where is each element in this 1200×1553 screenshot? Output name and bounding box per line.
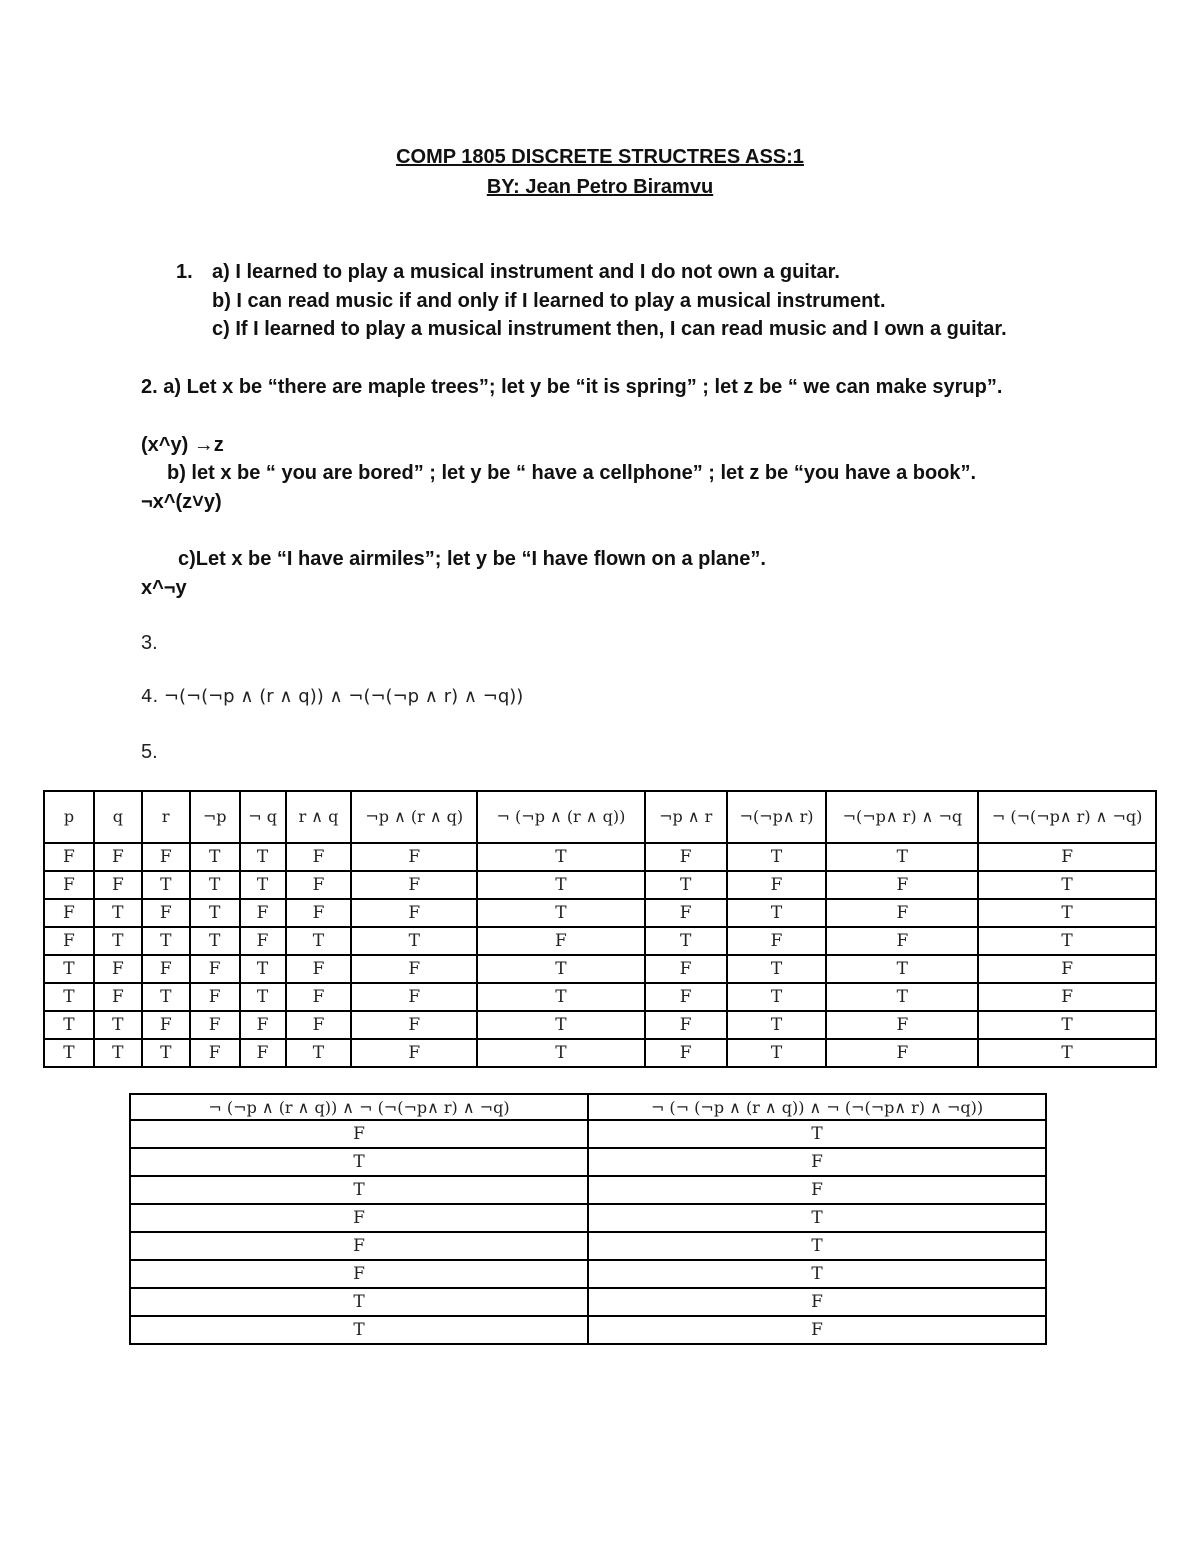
table-cell: T <box>978 899 1156 927</box>
table-cell: F <box>978 843 1156 871</box>
table-cell: T <box>477 899 645 927</box>
table-cell: T <box>645 927 727 955</box>
table-cell: F <box>588 1288 1046 1316</box>
table-cell: F <box>351 983 477 1011</box>
header-cell: ¬ q <box>240 791 286 843</box>
table-cell: F <box>142 843 190 871</box>
table-cell: F <box>94 983 142 1011</box>
table-cell: F <box>130 1232 588 1260</box>
table-row <box>44 955 1156 983</box>
table-cell: F <box>94 843 142 871</box>
table-cell: F <box>286 871 352 899</box>
table-cell: F <box>826 899 978 927</box>
table-cell: F <box>286 955 352 983</box>
table-cell: T <box>94 1039 142 1067</box>
table-cell: T <box>826 983 978 1011</box>
table-cell: T <box>190 899 240 927</box>
table-cell: F <box>826 1011 978 1039</box>
table-cell: F <box>190 1011 240 1039</box>
table-row <box>44 983 1156 1011</box>
q1-part-a: a) I learned to play a musical instrument and I do not own a guitar. <box>212 261 840 283</box>
table-cell: T <box>826 843 978 871</box>
table-cell: T <box>94 927 142 955</box>
table-cell: T <box>727 983 827 1011</box>
table-cell: T <box>142 871 190 899</box>
table-cell: F <box>477 927 645 955</box>
table-cell: F <box>351 1011 477 1039</box>
q2-part-a-expression: (x^y) →z <box>141 434 224 456</box>
table-cell: T <box>130 1316 588 1344</box>
table-cell: T <box>286 927 352 955</box>
table-cell: F <box>44 927 94 955</box>
table-cell: T <box>978 871 1156 899</box>
table-row <box>130 1316 1046 1344</box>
table-cell: F <box>645 1011 727 1039</box>
table-cell: T <box>978 1039 1156 1067</box>
table-cell: F <box>727 871 827 899</box>
table-cell: T <box>240 871 286 899</box>
table-cell: F <box>94 955 142 983</box>
table-cell: T <box>978 1011 1156 1039</box>
table-cell: T <box>477 1039 645 1067</box>
table-cell: F <box>286 983 352 1011</box>
table-row <box>130 1148 1046 1176</box>
header-cell: ¬ (¬p ∧ (r ∧ q)) <box>477 791 645 843</box>
table-cell: F <box>826 927 978 955</box>
table-row <box>130 1260 1046 1288</box>
table-cell: F <box>351 871 477 899</box>
table-cell: T <box>142 927 190 955</box>
table-cell: T <box>190 927 240 955</box>
q2-part-b-expression: ¬x^(z˅y) <box>141 491 222 513</box>
table-cell: T <box>588 1232 1046 1260</box>
table-cell: T <box>727 1039 827 1067</box>
table-cell: F <box>645 899 727 927</box>
table-cell: T <box>588 1204 1046 1232</box>
table-cell: F <box>645 1039 727 1067</box>
table-cell: F <box>240 1011 286 1039</box>
table-cell: F <box>142 899 190 927</box>
table-cell: T <box>44 955 94 983</box>
header-cell: ¬ (¬ (¬p ∧ (r ∧ q)) ∧ ¬ (¬(¬p∧ r) ∧ ¬q)) <box>588 1094 1046 1120</box>
table-row <box>44 871 1156 899</box>
table-cell: F <box>645 955 727 983</box>
table-cell: T <box>978 927 1156 955</box>
q2-part-c: c)Let x be “I have airmiles”; let y be “I have flown on a plane”. <box>178 548 766 570</box>
table-cell: F <box>94 871 142 899</box>
table-cell: F <box>826 1039 978 1067</box>
header-cell: q <box>94 791 142 843</box>
table-cell: F <box>44 843 94 871</box>
q2-part-b: b) let x be “ you are bored” ; let y be “ have a cellphone” ; let z be “you have a book”. <box>167 462 977 484</box>
table-row <box>130 1176 1046 1204</box>
table-row <box>130 1120 1046 1148</box>
q4-expression: 4. ¬(¬(¬p ∧ (r ∧ q)) ∧ ¬(¬(¬p ∧ r) ∧ ¬q)) <box>141 686 524 707</box>
header-cell: r ∧ q <box>286 791 352 843</box>
table-cell: F <box>727 927 827 955</box>
table-cell: T <box>826 955 978 983</box>
table-cell: T <box>44 1011 94 1039</box>
table-row <box>130 1232 1046 1260</box>
table-cell: F <box>351 899 477 927</box>
q1-part-c: c) If I learned to play a musical instrument then, I can read music and I own a guitar. <box>212 318 1007 340</box>
table-cell: F <box>645 983 727 1011</box>
table-cell: T <box>44 983 94 1011</box>
table-cell: T <box>44 1039 94 1067</box>
table-cell: T <box>477 955 645 983</box>
q2-part-c-expression: x^¬y <box>141 577 187 599</box>
table-cell: F <box>190 955 240 983</box>
table-cell: F <box>130 1120 588 1148</box>
table-cell: T <box>351 927 477 955</box>
header-cell: ¬p ∧ (r ∧ q) <box>351 791 477 843</box>
header-cell: p <box>44 791 94 843</box>
table-row <box>44 1011 1156 1039</box>
table-row <box>44 843 1156 871</box>
table-cell: T <box>727 1011 827 1039</box>
table-cell: T <box>142 983 190 1011</box>
table-cell: F <box>130 1260 588 1288</box>
table-cell: F <box>142 1011 190 1039</box>
table-cell: F <box>240 927 286 955</box>
header-cell: ¬p <box>190 791 240 843</box>
table-cell: F <box>44 871 94 899</box>
table-cell: F <box>978 955 1156 983</box>
table-row <box>130 1204 1046 1232</box>
table-cell: F <box>351 955 477 983</box>
table-cell: T <box>588 1120 1046 1148</box>
table-cell: T <box>130 1176 588 1204</box>
table-cell: T <box>240 955 286 983</box>
table-cell: T <box>190 843 240 871</box>
table-cell: F <box>351 1039 477 1067</box>
table-cell: T <box>727 843 827 871</box>
table-cell: T <box>130 1148 588 1176</box>
q3-label: 3. <box>141 632 158 654</box>
table-cell: F <box>826 871 978 899</box>
header-cell: r <box>142 791 190 843</box>
truth-table-final <box>129 1093 1047 1345</box>
table-cell: T <box>142 1039 190 1067</box>
table-cell: T <box>240 983 286 1011</box>
table-cell: F <box>351 843 477 871</box>
table-cell: F <box>645 843 727 871</box>
table-cell: T <box>94 1011 142 1039</box>
table-cell: F <box>588 1316 1046 1344</box>
table-cell: F <box>588 1176 1046 1204</box>
table-row <box>44 927 1156 955</box>
header-cell: ¬ (¬(¬p∧ r) ∧ ¬q) <box>978 791 1156 843</box>
table-cell: F <box>286 843 352 871</box>
q1-part-b: b) I can read music if and only if I learned to play a musical instrument. <box>212 290 886 312</box>
table-cell: T <box>477 1011 645 1039</box>
table-cell: T <box>240 843 286 871</box>
table-cell: T <box>286 1039 352 1067</box>
table-row <box>44 1039 1156 1067</box>
q1-number: 1. <box>176 261 193 283</box>
table-cell: F <box>190 983 240 1011</box>
table-cell: T <box>727 899 827 927</box>
q5-label: 5. <box>141 741 158 763</box>
table-cell: F <box>240 899 286 927</box>
table-cell: T <box>477 871 645 899</box>
table-cell: T <box>477 843 645 871</box>
table-row <box>130 1288 1046 1316</box>
table-cell: T <box>727 955 827 983</box>
table-cell: T <box>190 871 240 899</box>
table-cell: T <box>130 1288 588 1316</box>
table-cell: F <box>286 1011 352 1039</box>
table-cell: T <box>94 899 142 927</box>
table-cell: T <box>588 1260 1046 1288</box>
document-title: COMP 1805 DISCRETE STRUCTRES ASS:1 <box>396 146 804 168</box>
header-cell: ¬(¬p∧ r) <box>727 791 827 843</box>
table-cell: F <box>286 899 352 927</box>
truth-table-main <box>43 790 1157 1068</box>
header-cell: ¬ (¬p ∧ (r ∧ q)) ∧ ¬ (¬(¬p∧ r) ∧ ¬q) <box>130 1094 588 1120</box>
table-cell: T <box>645 871 727 899</box>
table-cell: F <box>190 1039 240 1067</box>
table-cell: F <box>130 1204 588 1232</box>
header-cell: ¬p ∧ r <box>645 791 727 843</box>
table-cell: T <box>477 983 645 1011</box>
table-cell: F <box>240 1039 286 1067</box>
table-row <box>44 899 1156 927</box>
table-cell: F <box>44 899 94 927</box>
author-byline: BY: Jean Petro Biramvu <box>486 176 714 198</box>
header-cell: ¬(¬p∧ r) ∧ ¬q <box>826 791 978 843</box>
table-cell: F <box>142 955 190 983</box>
table-cell: F <box>978 983 1156 1011</box>
table-cell: F <box>588 1148 1046 1176</box>
q2-part-a: 2. a) Let x be “there are maple trees”; let y be “it is spring” ; let z be “ we can make syrup”. <box>141 376 1003 398</box>
